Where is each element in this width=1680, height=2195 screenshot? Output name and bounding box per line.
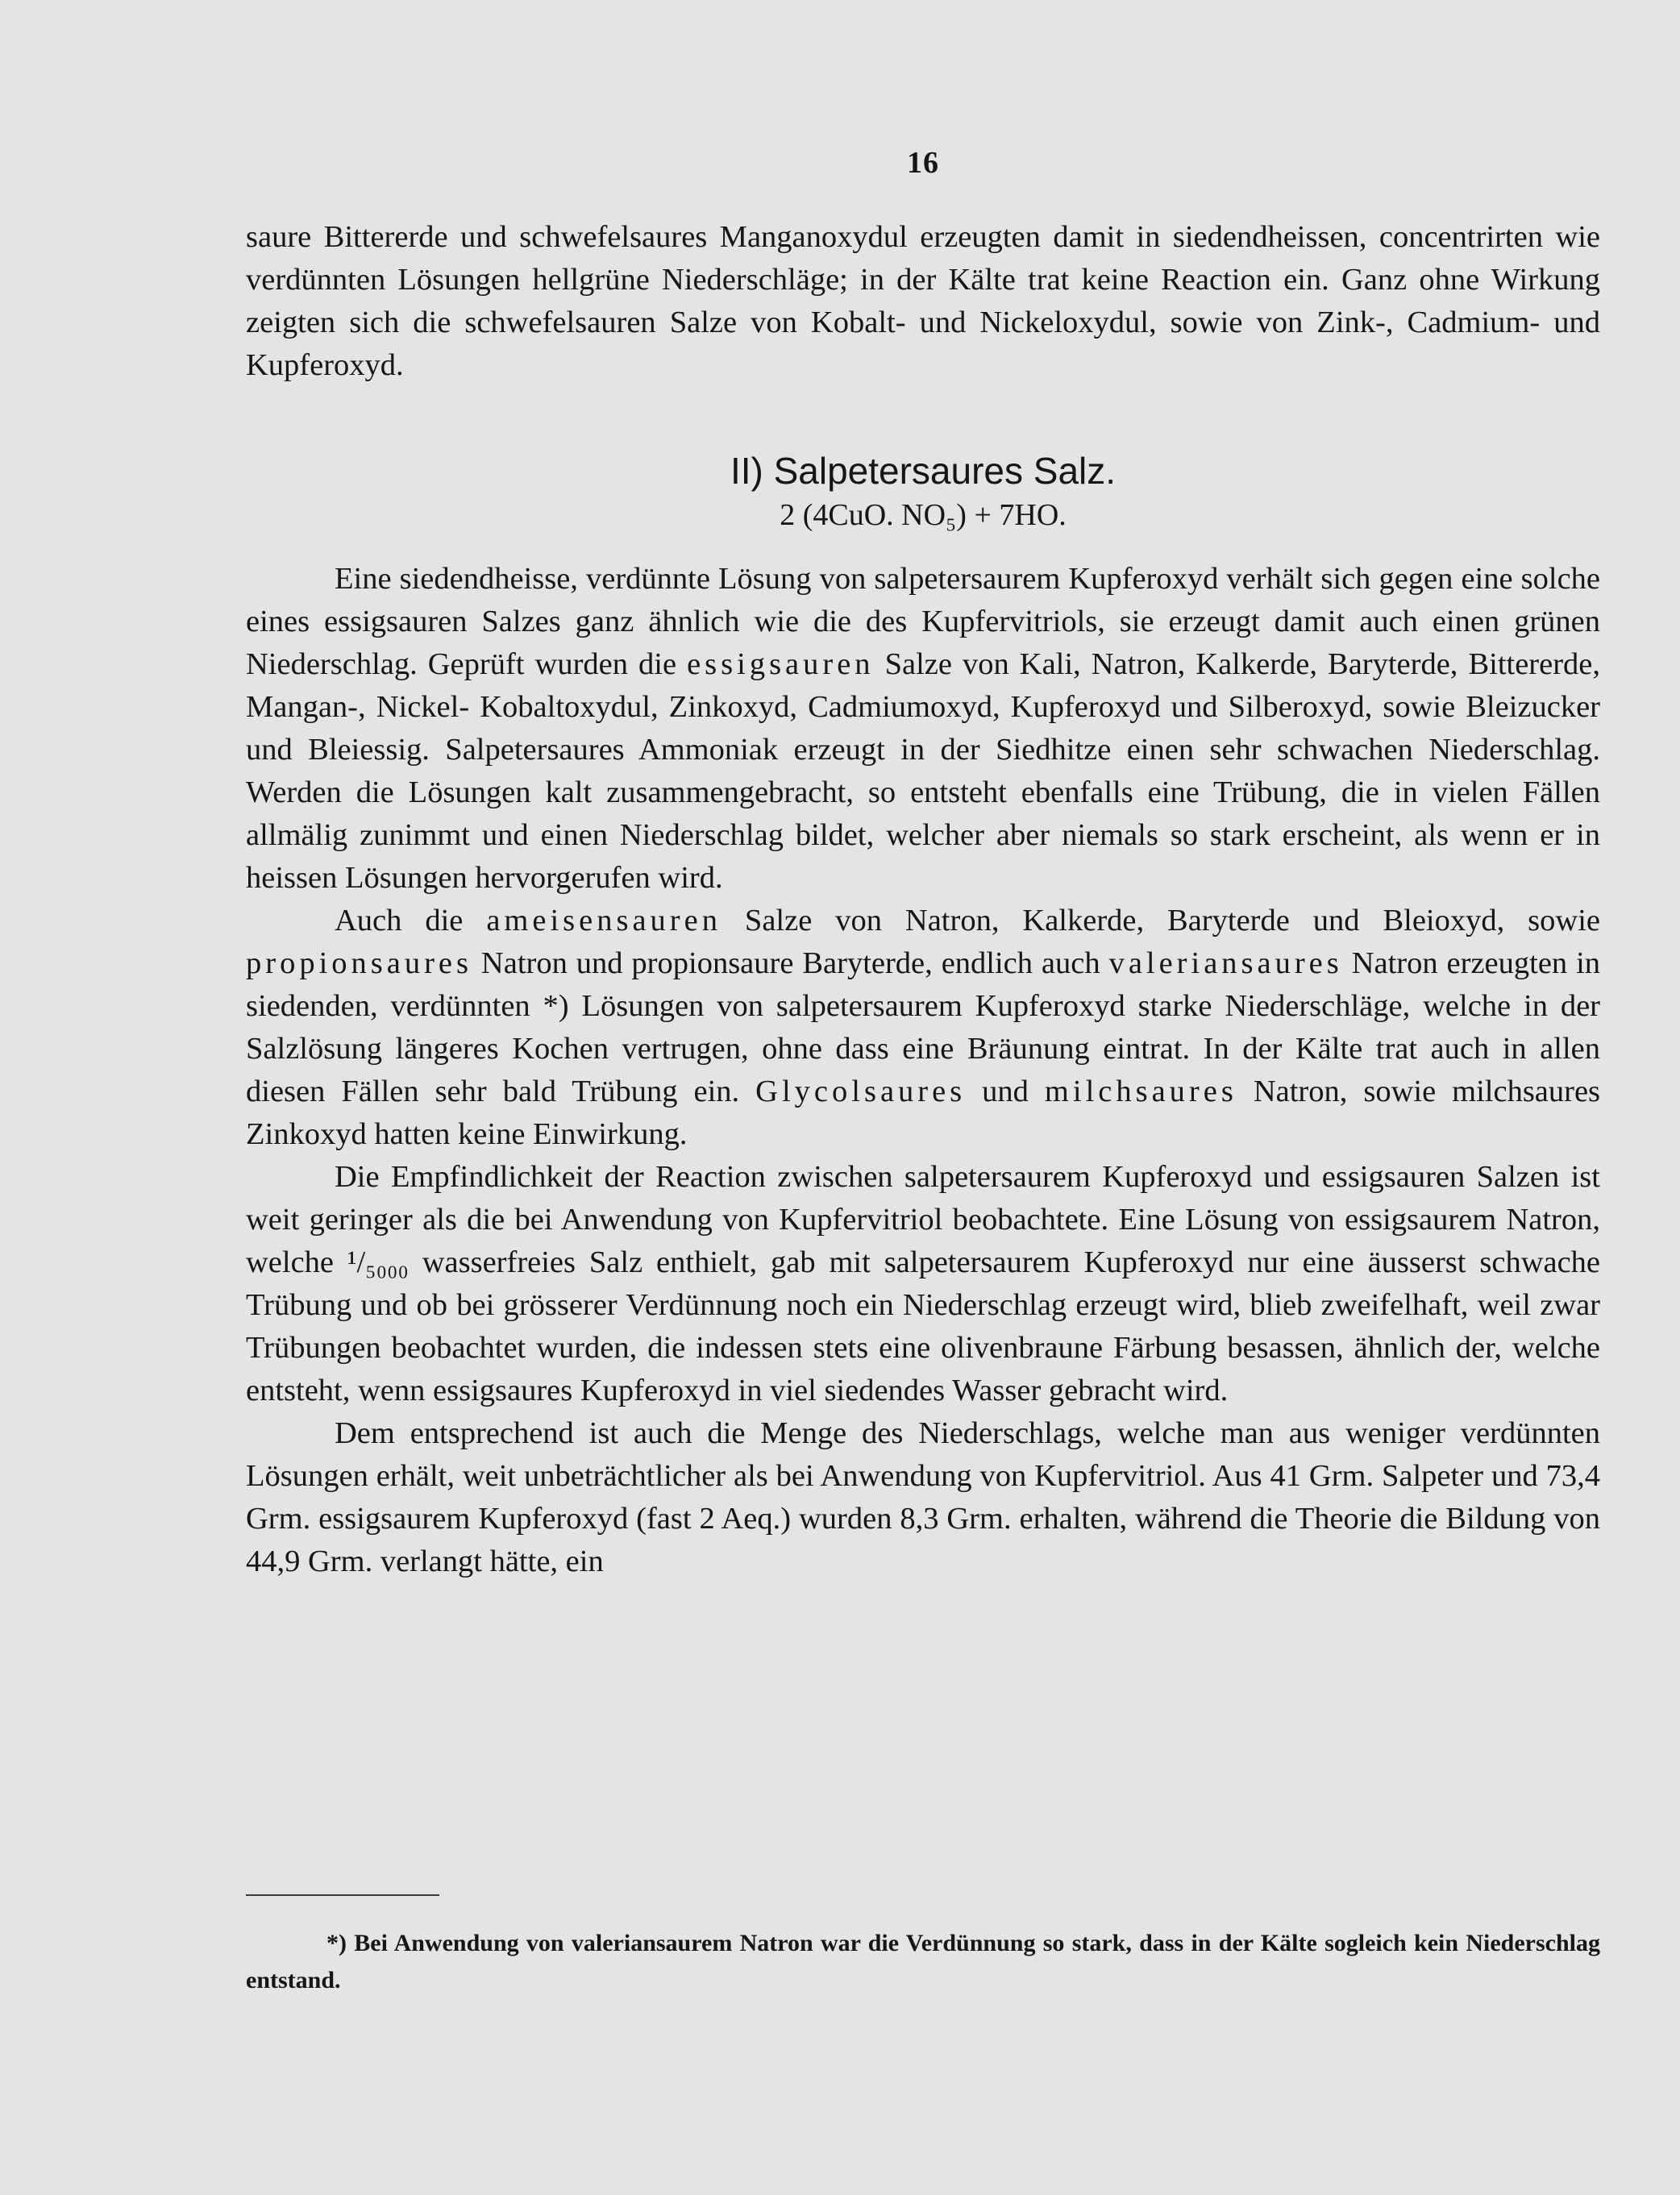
paragraph-text: Auch die: [335, 904, 464, 937]
paragraph-text: Salze von Kali, Natron, Kalkerde, Baryterde, Bittererde, Mangan-, Nickel- Kobaltoxydul, Zinkoxyd, Cadmiumoxyd, Kupferoxyd und Silberoxyd, sowie Bleizucker und Bleiessig. Salpetersaures Ammoniak erzeugt in der Siedhitze einen sehr schwachen Niederschlag. Werden die Lösungen kalt zusammengebracht, so entsteht ebenfalls eine Trübung, die in vielen Fällen allmälig zunimmt und einen Niederschlag bildet, welcher aber niemals so stark erscheint, als wenn er in heissen Lösungen hervorgerufen wird.: [246, 647, 1600, 895]
emphasized-term: valeriansaures: [1108, 946, 1343, 980]
paragraph-text: wasserfreies Salz enthielt, gab mit salpetersaurem Kupferoxyd nur eine äusserst schwache Trübung und ob bei grösserer Verdünnung noch ein Niederschlag erzeugt wird, blieb zweifelhaft, weil zwar Trübungen beobachtet wurden, die indessen stets eine olivenbraune Färbung besassen, ähnlich der, welche entsteht, wenn essigsaures Kupferoxyd in viel siedendes Wasser gebracht wird.: [246, 1245, 1601, 1407]
body-text: [246, 216, 1600, 1583]
chemical-formula: 2 (4CuO. NO₅) + 7HO.: [780, 498, 1067, 532]
paragraph-yield: Dem entsprechend ist auch die Menge des Niederschlags, welche man aus weniger verdünnten Lösungen erhält, weit unbeträchtlicher als bei Anwendung von Kupfervitriol. Aus 41 Grm. Salpeter und 73,4 Grm. essigsaurem Kupferoxyd (fast 2 Aeq.) wurden 8,3 Grm. erhalten, während die Theorie die Bildung von 44,9 Grm. verlangt hätte, ein: [246, 1416, 1600, 1578]
footnote-divider: [246, 1894, 439, 1896]
paragraph-continuation: saure Bittererde und schwefelsaures Manganoxydul erzeugten damit in siedendheissen, concentrirten wie verdünnten Lösungen hellgrüne Niederschläge; in der Kälte trat keine Reaction ein. Ganz ohne Wirkung zeigten sich die schwefelsauren Salze von Kobalt- und Nickeloxydul, sowie von Zink-, Cadmium- und Kupferoxyd.: [246, 220, 1600, 382]
paragraph-text: und: [982, 1075, 1029, 1108]
paragraph-other-salts: [246, 900, 1600, 1156]
paragraph-text: Natron erzeugten in siedenden, verdünnten: [246, 946, 1601, 1023]
paragraph-reaction-description: [246, 558, 1600, 900]
emphasized-term: propionsaures: [246, 946, 472, 980]
fraction: ¹/₅₀₀₀: [347, 1245, 409, 1279]
paragraph-text: Lösungen von salpetersaurem Kupferoxyd starke Niederschläge, welche in der Salzlösung längeres Kochen vertrugen, ohne dass eine Bräunung eintrat. In der Kälte trat auch in allen diesen Fällen sehr bald Trübung ein.: [246, 989, 1600, 1108]
emphasized-term: essigsauren: [687, 647, 875, 681]
emphasized-term: ameisensauren: [486, 904, 721, 937]
paragraph-text: Natron und propionsaure Baryterde, endlich auch: [480, 946, 1100, 980]
emphasized-term: milchsaures: [1044, 1075, 1237, 1108]
paragraph-text: Salze von Natron, Kalkerde, Baryterde und Bleioxyd, sowie: [744, 904, 1601, 937]
paragraph-text: Eine siedendheisse, verdünnte Lösung von salpetersaurem Kupferoxyd verhält sich gegen eine solche eines essigsauren Salzes ganz ähnlich wie die des Kupfervitriols, sie erzeugt damit auch einen grünen Niederschlag. Geprüft wurden die: [246, 562, 1600, 681]
page-content: [246, 145, 1600, 2080]
section-title: II) Salpetersaures Salz.: [730, 450, 1117, 492]
paragraph-text: Die Empfindlichkeit der Reaction zwischen salpetersaurem Kupferoxyd und essigsauren Salzen ist weit geringer als die bei Anwendung von Kupfervitriol beobachtete. Eine Lösung von essigsaurem Natron, welche: [246, 1160, 1600, 1279]
page-number: 16: [907, 146, 939, 180]
paragraph-text: Natron, sowie milchsaures Zinkoxyd hatten keine Einwirkung.: [246, 1075, 1601, 1151]
footnote: *) Bei Anwendung von valeriansaurem Natron war die Verdünnung so stark, dass in der Kälte sogleich kein Niederschlag entstand.: [246, 1930, 1600, 1993]
emphasized-term: Glycolsaures: [755, 1075, 967, 1108]
footnote-marker: *): [543, 989, 569, 1023]
paragraph-sensitivity: [246, 1156, 1600, 1412]
